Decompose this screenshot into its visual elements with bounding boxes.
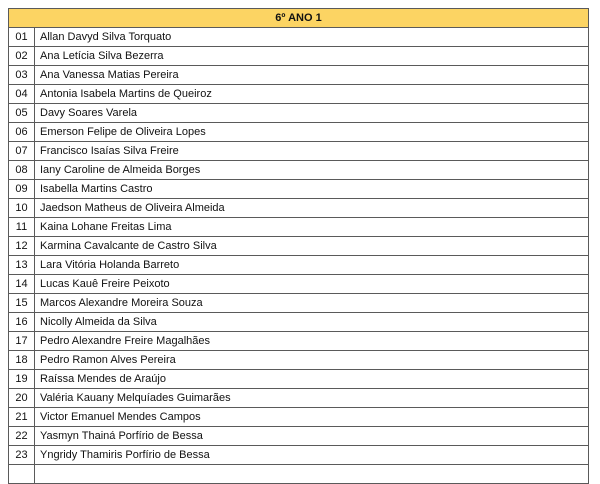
student-number: 05 (9, 104, 35, 123)
table-row (9, 313, 589, 332)
student-number: 04 (9, 85, 35, 104)
student-name: Jaedson Matheus de Oliveira Almeida (35, 199, 589, 218)
student-name: Karmina Cavalcante de Castro Silva (35, 237, 589, 256)
student-name: Davy Soares Varela (35, 104, 589, 123)
student-number: 13 (9, 256, 35, 275)
table-row (9, 66, 589, 85)
table-row (9, 370, 589, 389)
student-name: Nicolly Almeida da Silva (35, 313, 589, 332)
student-number: 21 (9, 408, 35, 427)
student-list-sheet (8, 8, 589, 484)
table-row (9, 123, 589, 142)
table-row (9, 294, 589, 313)
student-number: 11 (9, 218, 35, 237)
student-name: Ana Letícia Silva Bezerra (35, 47, 589, 66)
student-name: Kaina Lohane Freitas Lima (35, 218, 589, 237)
student-table (8, 8, 589, 484)
student-name: Marcos Alexandre Moreira Souza (35, 294, 589, 313)
student-name (35, 465, 589, 484)
student-number (9, 465, 35, 484)
table-row (9, 104, 589, 123)
student-number: 17 (9, 332, 35, 351)
table-row (9, 332, 589, 351)
class-title: 6º ANO 1 (9, 9, 589, 28)
table-row (9, 237, 589, 256)
table-row (9, 427, 589, 446)
table-row (9, 142, 589, 161)
table-row (9, 351, 589, 370)
student-number: 08 (9, 161, 35, 180)
student-number: 16 (9, 313, 35, 332)
table-row (9, 446, 589, 465)
student-name: Victor Emanuel Mendes Campos (35, 408, 589, 427)
table-row-empty (9, 465, 589, 484)
student-number: 22 (9, 427, 35, 446)
student-number: 06 (9, 123, 35, 142)
table-row (9, 275, 589, 294)
student-name: Valéria Kauany Melquíades Guimarães (35, 389, 589, 408)
student-number: 03 (9, 66, 35, 85)
table-row (9, 408, 589, 427)
student-number: 15 (9, 294, 35, 313)
student-name: Pedro Ramon Alves Pereira (35, 351, 589, 370)
student-name: Antonia Isabela Martins de Queiroz (35, 85, 589, 104)
student-name: Iany Caroline de Almeida Borges (35, 161, 589, 180)
student-name: Yngridy Thamiris Porfírio de Bessa (35, 446, 589, 465)
student-name: Allan Davyd Silva Torquato (35, 28, 589, 47)
student-name: Pedro Alexandre Freire Magalhães (35, 332, 589, 351)
student-name: Isabella Martins Castro (35, 180, 589, 199)
student-number: 09 (9, 180, 35, 199)
table-row (9, 199, 589, 218)
table-row (9, 218, 589, 237)
table-header-row (9, 9, 589, 28)
student-name: Emerson Felipe de Oliveira Lopes (35, 123, 589, 142)
student-number: 19 (9, 370, 35, 389)
student-rows (9, 28, 589, 484)
student-name: Francisco Isaías Silva Freire (35, 142, 589, 161)
table-row (9, 47, 589, 66)
table-row (9, 28, 589, 47)
student-number: 10 (9, 199, 35, 218)
student-name: Lucas Kauê Freire Peixoto (35, 275, 589, 294)
student-name: Ana Vanessa Matias Pereira (35, 66, 589, 85)
student-name: Raíssa Mendes de Araújo (35, 370, 589, 389)
table-row (9, 161, 589, 180)
student-number: 18 (9, 351, 35, 370)
student-name: Lara Vitória Holanda Barreto (35, 256, 589, 275)
student-number: 12 (9, 237, 35, 256)
student-number: 02 (9, 47, 35, 66)
student-name: Yasmyn Thainá Porfírio de Bessa (35, 427, 589, 446)
student-number: 23 (9, 446, 35, 465)
table-row (9, 85, 589, 104)
table-row (9, 256, 589, 275)
student-number: 01 (9, 28, 35, 47)
student-number: 07 (9, 142, 35, 161)
table-row (9, 180, 589, 199)
student-number: 20 (9, 389, 35, 408)
student-number: 14 (9, 275, 35, 294)
table-row (9, 389, 589, 408)
